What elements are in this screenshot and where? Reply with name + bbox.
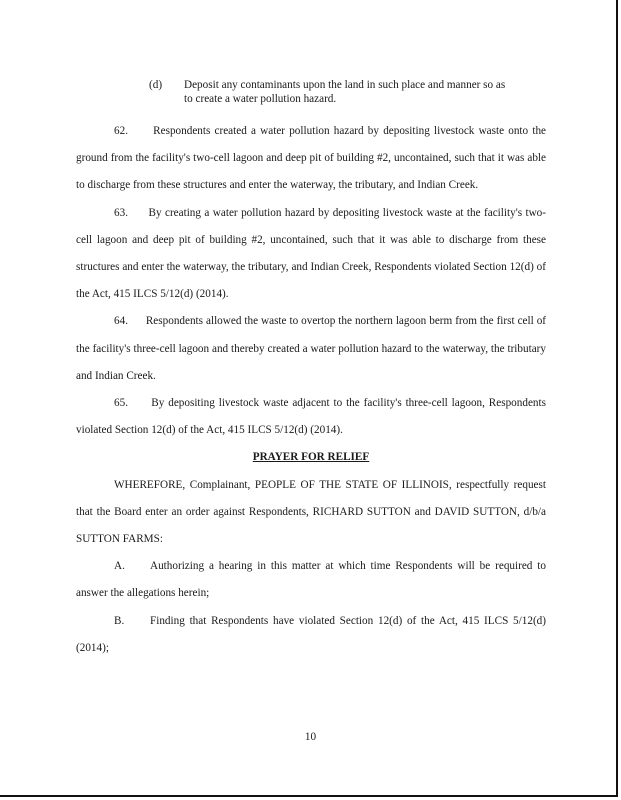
section-heading: PRAYER FOR RELIEF (252, 451, 370, 464)
paragraph-64 (76, 308, 546, 390)
paragraph-65 (76, 390, 546, 444)
subparagraph-d (76, 78, 546, 106)
paragraph-number: 63. (114, 206, 128, 219)
subparagraph-label: (d) (149, 79, 163, 91)
paragraph-text: Respondents created a water pollution hazard by depositing livestock waste onto the ground from the facility's two-cell lagoon and deep pit of building #2, uncontained, such that it was able to discharge from these structures and enter the waterway, the tributary, and Indian Creek. (76, 125, 546, 192)
request-text: Authorizing a hearing in this matter at which time Respondents will be required to answer the allegations herein; (76, 560, 546, 600)
prayer-intro: WHEREFORE, Complainant, PEOPLE OF THE STATE OF ILLINOIS, respectfully request that the Board enter an order against Respondents, RICHARD SUTTON and DAVID SUTTON, d/b/a SUTTON FARMS: (76, 478, 546, 546)
request-a (76, 553, 546, 607)
paragraph-number: 62. (114, 125, 128, 137)
page-number: 10 (304, 731, 317, 743)
subparagraph-text: Deposit any contaminants upon the land in such place and manner so as to create a water pollution hazard. (184, 79, 506, 105)
request-text: Finding that Respondents have violated Section 12(d) of the Act, 415 ILCS 5/12(d) (2014); (76, 614, 546, 654)
request-letter: B. (114, 614, 125, 627)
paragraph-62 (76, 118, 546, 200)
paragraph-text: By depositing livestock waste adjacent to the facility's three-cell lagoon, Respondents violated Section 12(d) of the Act, 415 ILCS 5/12(d) (2014). (76, 397, 546, 437)
request-letter: A. (114, 560, 125, 573)
paragraph-number: 65. (114, 397, 128, 410)
request-b (76, 608, 546, 662)
paragraph-63 (76, 200, 546, 309)
paragraph-number: 64. (114, 315, 128, 328)
paragraph-text: By creating a water pollution hazard by depositing livestock waste at the facility's two-cell lagoon and deep pit of building #2, uncontained, such that it was able to discharge from these structures and enter the waterway, the tributary, and Indian Creek, Respondents violated Section 12(d) of the Act, 415 ILCS 5/12(d) (2014). (76, 206, 546, 301)
paragraph-text: Respondents allowed the waste to overtop the northern lagoon berm from the first cell of the facility's three-cell lagoon and thereby created a water pollution hazard to the waterway, the tributary and Indian Creek. (76, 315, 547, 382)
document-body (76, 78, 546, 662)
